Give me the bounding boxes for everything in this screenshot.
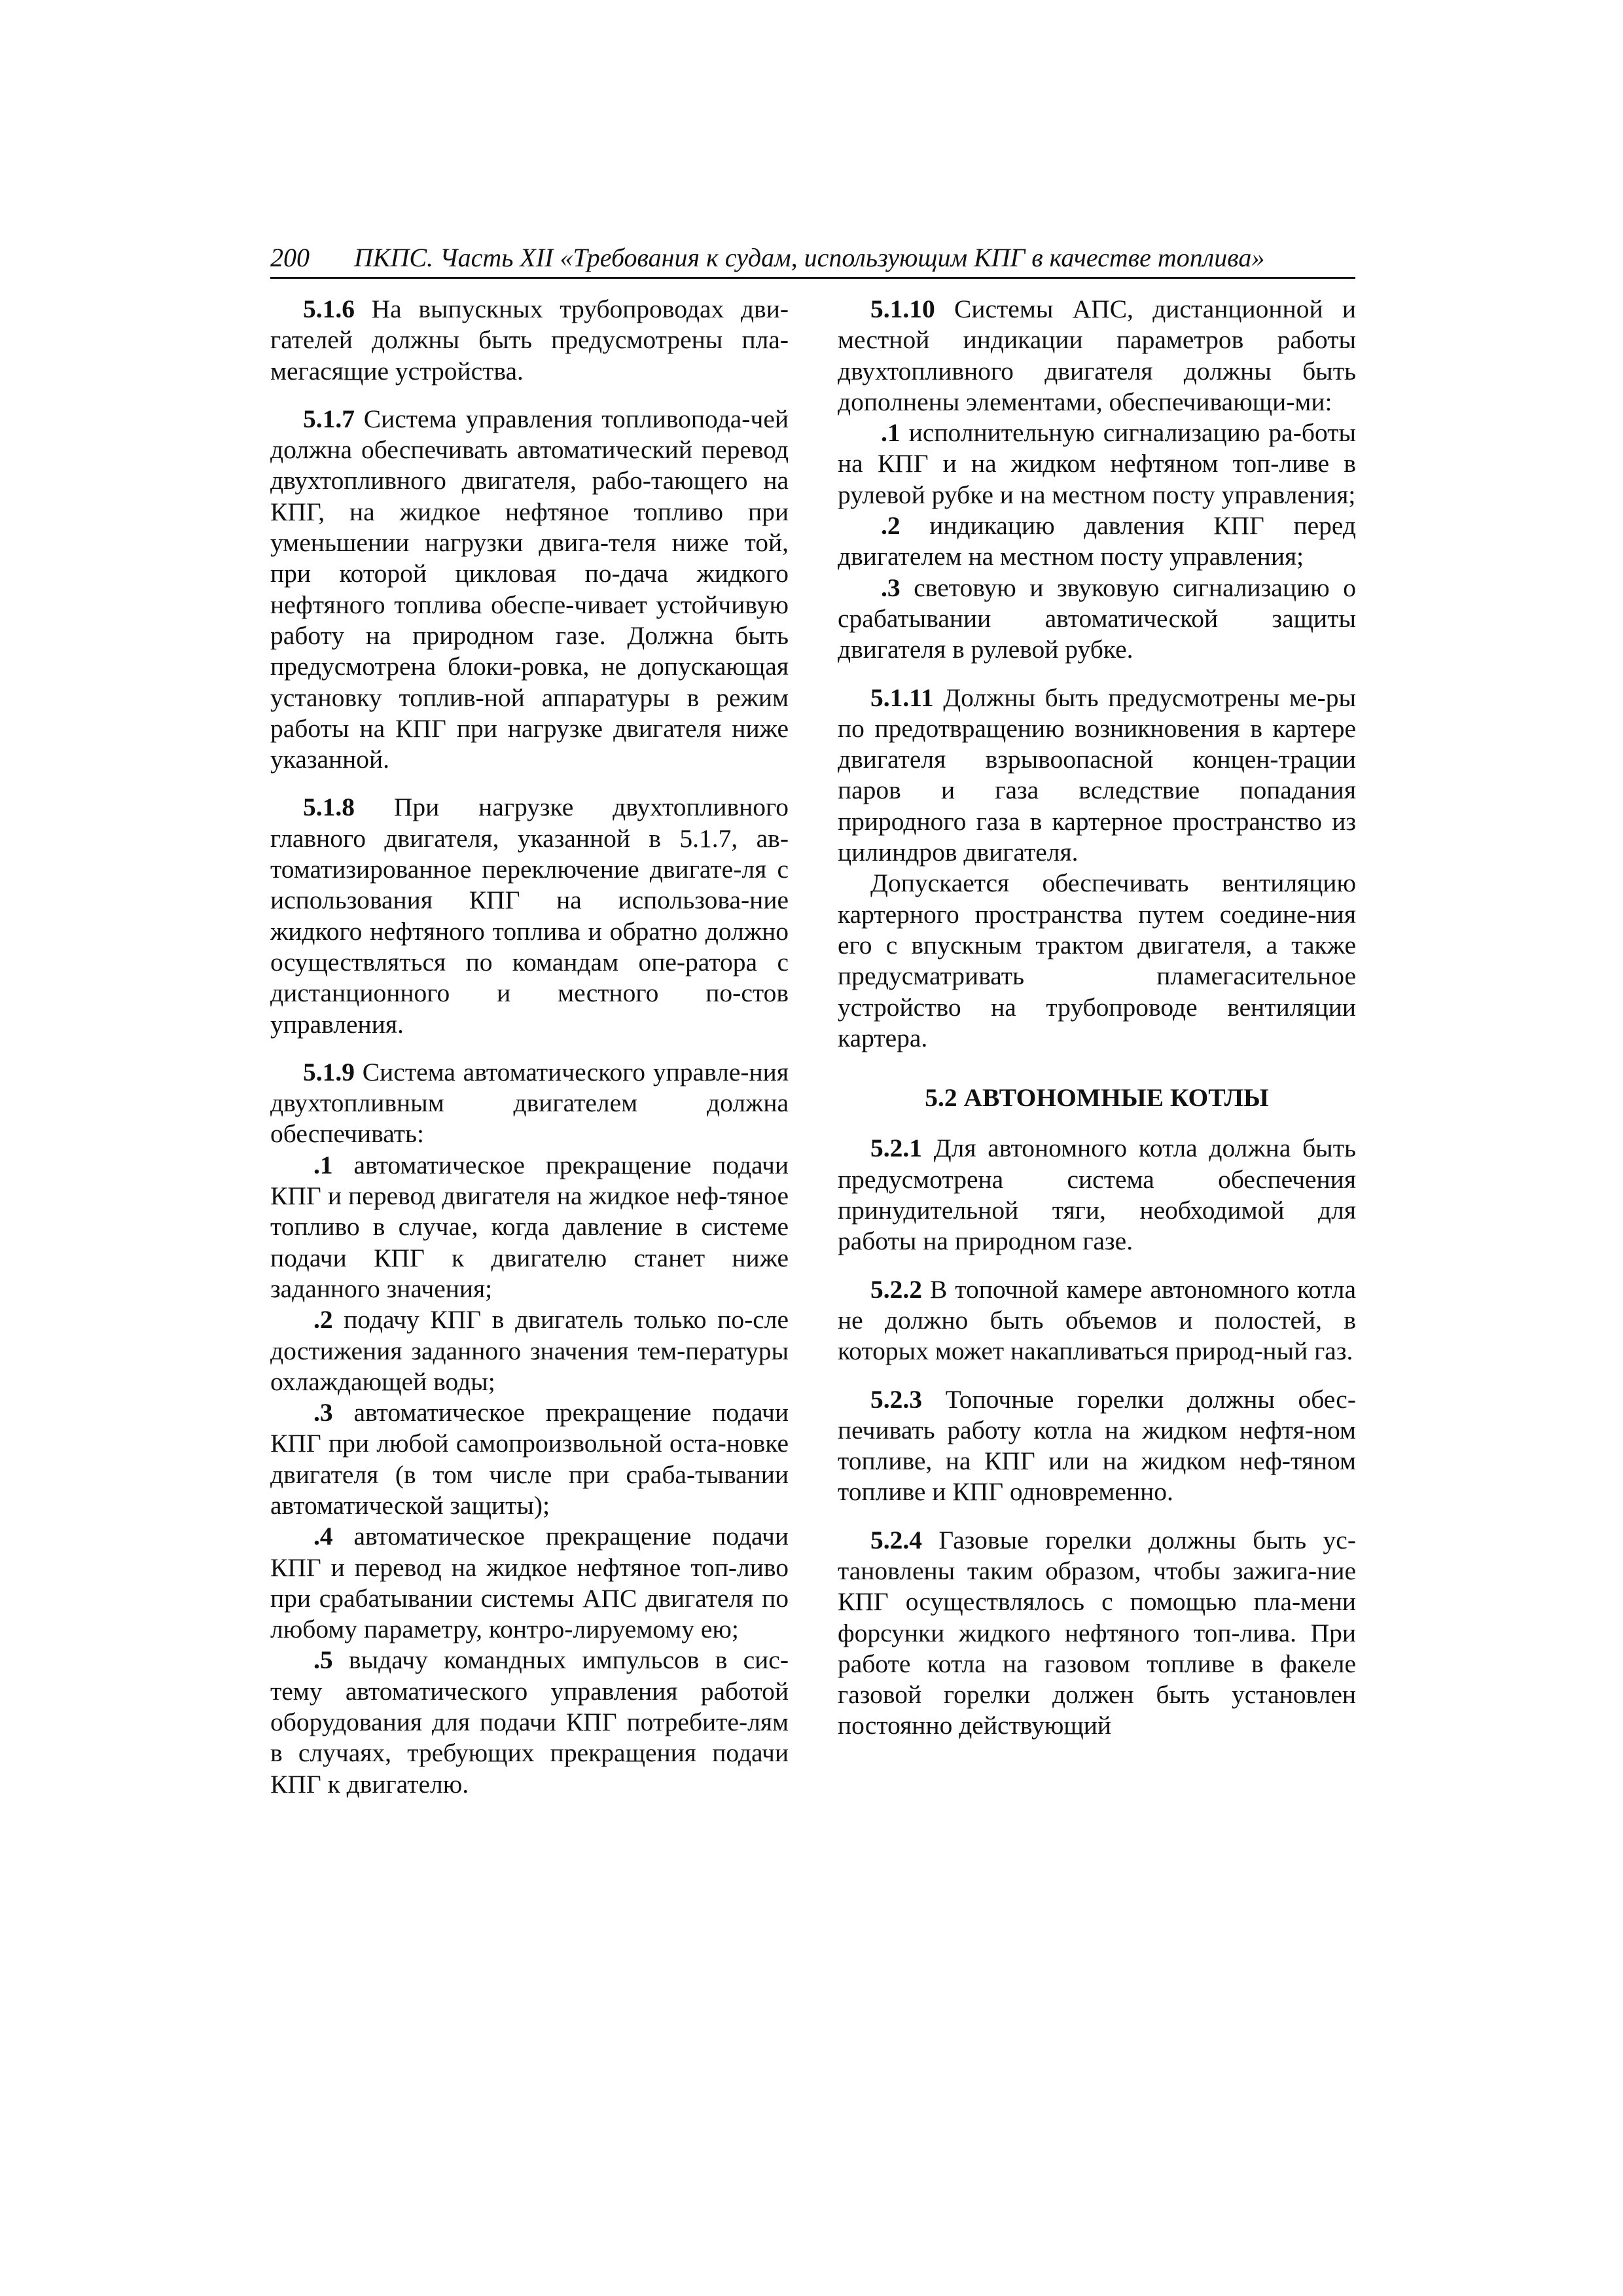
list-item-5-1-9-1 xyxy=(270,1150,789,1304)
clause-number: 5.1.9 xyxy=(303,1057,355,1086)
item-text: выдачу командных импульсов в сис-тему автоматического управления работой оборудования для подачи КПГ потребите-лям в случаях, требующих прекращения подачи КПГ к двигателю. xyxy=(270,1645,789,1799)
right-column xyxy=(838,294,1356,1742)
item-text: подачу КПГ в двигатель только по-сле достижения заданного значения тем-пературы охлаждающей воды; xyxy=(270,1305,789,1396)
item-text: автоматическое прекращение подачи КПГ и перевод на жидкое нефтяное топ-ливо при срабатывании системы АПС двигателя по любому параметру, контро-лируемому ею; xyxy=(270,1522,789,1644)
paragraph-crankcase-ventilation xyxy=(838,868,1356,1054)
clause-text: Должны быть предусмотрены ме-ры по предотвращению возникновения в картере двигателя взрывоопасной концен-трации паров и газа вследствие попадания природного газа в картерное пространство из цилиндров двигателя. xyxy=(838,683,1356,867)
list-item-5-1-9-4 xyxy=(270,1521,789,1645)
item-number: .1 xyxy=(313,1150,333,1179)
clause-number: 5.2.4 xyxy=(870,1525,922,1554)
item-number: .3 xyxy=(881,573,901,602)
paragraph-5-1-6 xyxy=(270,294,789,387)
item-number: .4 xyxy=(313,1522,333,1551)
clause-number: 5.1.8 xyxy=(303,793,355,822)
item-text: автоматическое прекращение подачи КПГ и перевод двигателя на жидкое неф-тяное топливо в случае, когда давление в системе подачи КПГ к двигателю станет ниже заданного значения; xyxy=(270,1150,789,1303)
running-header xyxy=(270,239,1355,279)
running-title: ПКПС. Часть XII «Требования к судам, использующим КПГ в качестве топлива» xyxy=(354,243,1265,272)
clause-number: 5.1.7 xyxy=(303,404,355,433)
clause-text: На выпускных трубопроводах дви-гателей должны быть предусмотрены пла-мегасящие устройства. xyxy=(270,295,789,386)
clause-text: При нагрузке двухтопливного главного двигателя, указанной в 5.1.7, ав-томатизированное переключение двигате-ля с использования КПГ на использова-ние жидкого нефтяного топлива и обратно должно осуществляться по командам опе-ратора с дистанционного и местного по-стов управления. xyxy=(270,793,789,1039)
clause-text: Системы АПС, дистанционной и местной индикации параметров работы двухтопливного двигателя должны быть дополнены элементами, обеспечивающи-ми: xyxy=(838,295,1356,416)
clause-number: 5.1.10 xyxy=(870,295,935,323)
list-item-5-1-9-3 xyxy=(270,1397,789,1521)
clause-text: В топочной камере автономного котла не должно быть объемов и полостей, в которых может накапливаться природ-ный газ. xyxy=(838,1274,1356,1366)
paragraph-5-1-8 xyxy=(270,792,789,1039)
left-column xyxy=(270,294,789,1800)
clause-text: Система управления топливопода-чей должна обеспечивать автоматический перевод двухтопливного двигателя, рабо-тающего на КПГ, на жидкое нефтяное топливо при уменьшении нагрузки двига-теля ниже той, при которой цикловая по-дача жидкого нефтяного топлива обеспе-чивает устойчивую работу на природном газе. Должна быть предусмотрена блоки-ровка, не допускающая установку топлив-ной аппаратуры в режим работы на КПГ при нагрузке двигателя ниже указанной. xyxy=(270,404,789,774)
section-heading: 5.2 АВТОНОМНЫЕ КОТЛЫ xyxy=(925,1083,1269,1113)
item-number: .5 xyxy=(313,1645,333,1675)
item-text: индикацию давления КПГ перед двигателем на местном посту управления; xyxy=(838,511,1356,571)
clause-number: 5.2.2 xyxy=(870,1274,922,1304)
clause-number: 5.1.11 xyxy=(870,683,934,712)
clause-text: Топочные горелки должны обес-печивать работу котла на жидком нефтя-ном топливе, на КПГ или на жидком неф-тяном топливе и КПГ одновременно. xyxy=(838,1384,1356,1507)
item-text: исполнительную сигнализацию ра-боты на КПГ и на жидком нефтяном топ-ливе в рулевой рубке и на местном посту управления; xyxy=(838,418,1356,509)
paragraph-5-2-3 xyxy=(838,1384,1356,1508)
page-number: 200 xyxy=(270,243,310,272)
paragraph-5-2-1 xyxy=(838,1133,1356,1257)
paragraph-5-1-10 xyxy=(838,294,1356,418)
list-item-5-1-9-2 xyxy=(270,1304,789,1397)
clause-text: Газовые горелки должны быть ус-тановлены таким образом, чтобы зажига-ние КПГ осуществлялось с помощью пла-мени форсунки жидкого нефтяного топ-лива. При работе котла на газовом топливе в факеле газовой горелки должен быть установлен постоянно действующий xyxy=(838,1525,1356,1740)
paragraph-5-2-4 xyxy=(838,1525,1356,1742)
clause-number: 5.2.3 xyxy=(870,1384,922,1414)
clause-text: Система автоматического управле-ния двухтопливным двигателем должна обеспечивать: xyxy=(270,1057,789,1149)
paragraph-5-1-11 xyxy=(838,683,1356,869)
item-number: .2 xyxy=(881,511,901,541)
list-item-5-1-10-2 xyxy=(838,511,1356,573)
paragraph-5-2-2 xyxy=(838,1274,1356,1367)
item-text: световую и звуковую сигнализацию о срабатывании автоматической защиты двигателя в рулевой рубке. xyxy=(838,573,1356,664)
clause-number: 5.2.1 xyxy=(870,1134,922,1163)
clause-text: Для автономного котла должна быть предусмотрена система обеспечения принудительной тяги, необходимой для работы на природном газе. xyxy=(838,1134,1356,1256)
item-number: .1 xyxy=(881,418,901,448)
list-item-5-1-10-3 xyxy=(838,573,1356,666)
list-item-5-1-10-1 xyxy=(838,418,1356,511)
paragraph-5-1-9 xyxy=(270,1057,789,1150)
paragraph-5-1-7 xyxy=(270,404,789,776)
clause-number: 5.1.6 xyxy=(303,295,355,323)
paragraph-text: Допускается обеспечивать вентиляцию картерного пространства путем соедине-ния его с впускным трактом двигателя, а также предусматривать пламегасительное устройство на трубопроводе вентиляции картера. xyxy=(838,869,1356,1052)
list-item-5-1-9-5 xyxy=(270,1645,789,1799)
item-number: .3 xyxy=(313,1398,333,1427)
item-text: автоматическое прекращение подачи КПГ при любой самопроизвольной оста-новке двигателя (в том числе при сраба-тывании автоматической защиты); xyxy=(270,1398,789,1520)
item-number: .2 xyxy=(313,1305,333,1335)
